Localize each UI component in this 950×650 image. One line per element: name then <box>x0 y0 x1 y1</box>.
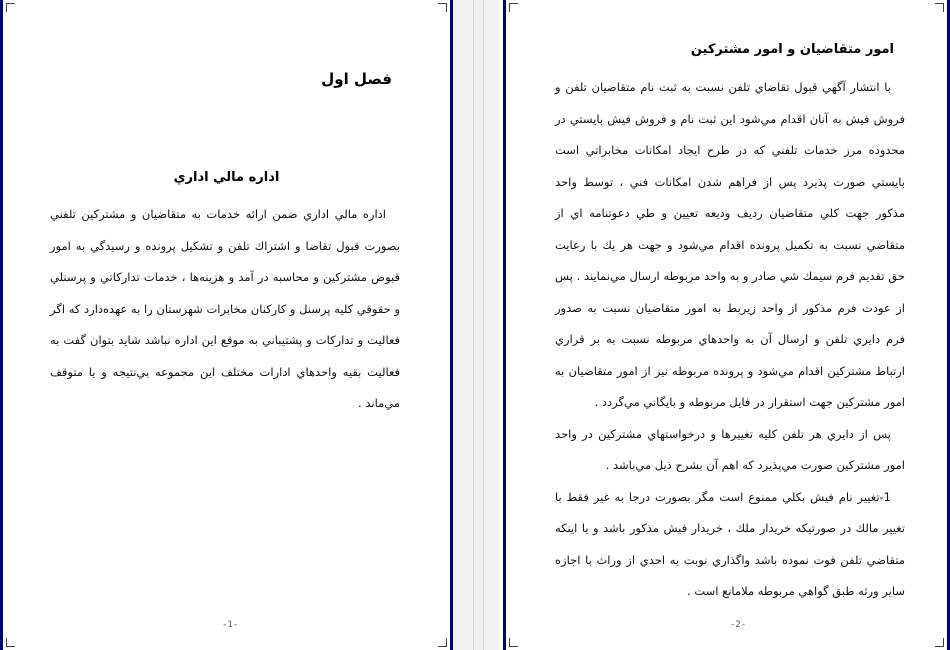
paragraph: پس از دايري هر تلفن كليه تغييرها و درخواستهاي مشتركين در واحد امور مشتركين صورت مي‌پذيرد كه اهم آن بشرح ذيل مي‌باشد . <box>555 426 905 472</box>
gutter-divider <box>483 0 484 650</box>
crop-mark <box>509 3 518 12</box>
crop-mark <box>509 638 518 647</box>
crop-mark <box>438 3 447 12</box>
section-title: اداره مالي اداري <box>173 170 280 185</box>
section-title: امور متقاضيان و امور مشتركين <box>690 42 894 57</box>
gutter-divider <box>473 0 474 650</box>
paragraph: 1-تغيير نام فيش بكلي ممنوع است مگر بصورت درجا به غير فقط با تغيير مالك در صورتيكه خريدار ملك ، خريدار فيش مذكور باشد و يا اينكه متقاضي تلفن فوت نموده باشد واگذاري نوبت به احدي از وراث با اجازه ساير ورثه طبق گواهي مربوطه ملامانع است . <box>555 489 905 598</box>
chapter-title: فصل اول <box>321 70 392 88</box>
crop-mark <box>935 3 944 12</box>
paragraph: با انتشار آگهي قبول تقاضاي تلفن نسبت به ثبت نام متقاضيان تلفن و فروش فيش به آنان اقدام مي‌شود اين ثبت نام و فروش فيش بايستي در محدوده مرز خدمات تلفني كه در طرح ايجاد امكانات مخابراتي است بايستي صورت پذيرد پس از فراهم شدن امكانات فني ، توسط واحد مذكور جهت كلي متقاضيان رديف وديعه تعيين و طي دعوتنامه اي از متقاضي نسبت به تكميل پرونده اقدام مي‌شود و جهت هر يك با رعايت حق تقديم فرم سيمك شي صادر و به واحد مربوطه ارسال مي‌نمايند . پس از عودت فرم مذكور از واحد زيربط به امور متقاضيان نسبت به صدور فرم دايري تلفن و ارسال آن به واحدهاي مربوطه نسبت به بر قراري ارتباط مشتركين اقدام مي‌شود و پرونده مربوطه نيز از امور متقاضيان به امور مشتركين جهت استقرار در فايل مربوطه و بايگاني مي‌گردد . <box>555 80 905 409</box>
document-page-2[interactable] <box>503 0 950 650</box>
body-text <box>50 199 400 420</box>
crop-mark <box>6 638 15 647</box>
page-number: -1- <box>222 620 239 630</box>
crop-mark <box>935 638 944 647</box>
body-text <box>555 72 905 608</box>
document-page-1[interactable] <box>0 0 453 650</box>
crop-mark <box>438 638 447 647</box>
paragraph: اداره مالي اداري ضمن ارائه خدمات به متقاضيان و مشتركين تلفني بصورت قبول تقاضا و اشتراك تلفن و تشكيل پرونده و رسيدگي به امور قبوض مشتركين و محاسبه در آمد و هزينه‌ها ، خدمات تداركاتي و پرسنلي و حقوقي كليه پرسنل و كاركنان مخابرات شهرستان را به عهده‌دارد كه اگر فعاليت و تداركات و پشتيباني به موقع اين اداره نباشد شايد بتوان گفت به فعاليت بقيه واحدهاي ادارات مختلف اين مجموعه بي‌نتيجه و يا متوقف مي‌ماند . <box>50 207 400 410</box>
crop-mark <box>6 3 15 12</box>
page-gutter <box>453 0 499 650</box>
page-number: -2- <box>730 620 747 630</box>
